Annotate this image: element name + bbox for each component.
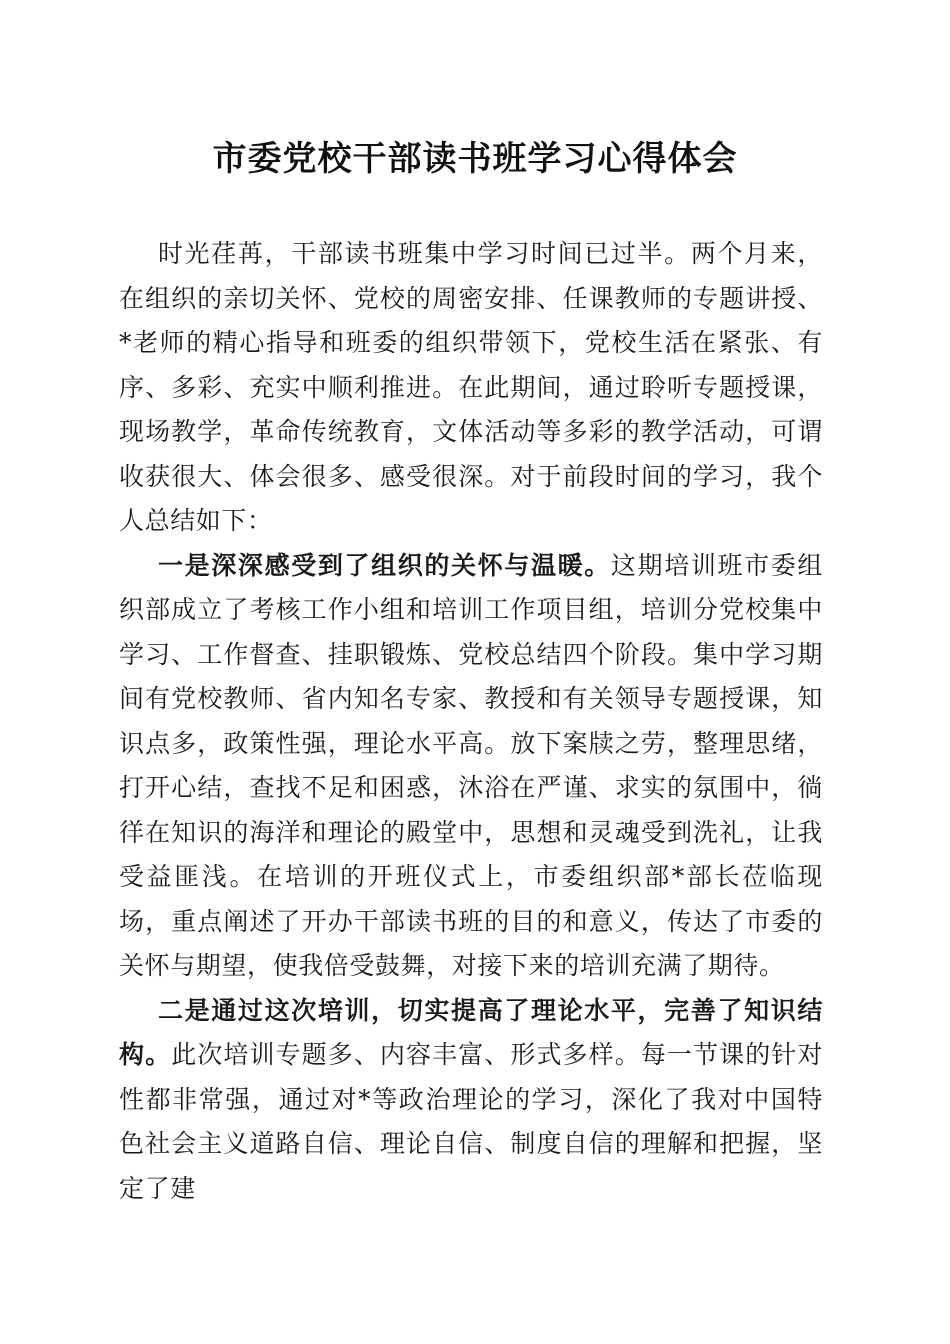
paragraph-lead: 二是通过这次培训，切实提高了理论水平，完善了知识结构。 xyxy=(119,995,823,1069)
paragraph-intro xyxy=(119,232,823,544)
paragraph-point-two xyxy=(119,989,823,1212)
paragraph-text: 时光荏苒，干部读书班集中学习时间已过半。两个月来，在组织的亲切关怀、党校的周密安排、任课教师的专题讲授、*老师的精心指导和班委的组织带领下，党校生活在紧张、有序、多彩、充实中顺利推进。在此期间，通过聆听专题授课，现场教学，革命传统教育，文体活动等多彩的教学活动，可谓收获很大、体会很多、感受很深。对于前段时间的学习，我个人总结如下： xyxy=(119,239,823,535)
document-body xyxy=(119,232,823,1211)
document-title: 市委党校干部读书班学习心得体会 xyxy=(212,139,738,179)
paragraph-lead: 一是深深感受到了组织的关怀与温暖。 xyxy=(158,550,611,580)
paragraph-text: 此次培训专题多、内容丰富、形式多样。每一节课的针对性都非常强，通过对*等政治理论的学习，深化了我对中国特色社会主义道路自信、理论自信、制度自信的理解和把握，坚定了建 xyxy=(119,1040,823,1203)
paragraph-point-one xyxy=(119,544,823,989)
paragraph-text: 这期培训班市委组织部成立了考核工作小组和培训工作项目组，培训分党校集中学习、工作督查、挂职锻炼、党校总结四个阶段。集中学习期间有党校教师、省内知名专家、教授和有关领导专题授课，知识点多，政策性强，理论水平高。放下案牍之劳，整理思绪，打开心结，查找不足和困惑，沐浴在严谨、求实的氛围中，徜徉在知识的海洋和理论的殿堂中，思想和灵魂受到洗礼，让我受益匪浅。在培训的开班仪式上，市委组织部*部长莅临现场，重点阐述了开办干部读书班的目的和意义，传达了市委的关怀与期望，使我倍受鼓舞，对接下来的培训充满了期待。 xyxy=(119,550,823,980)
